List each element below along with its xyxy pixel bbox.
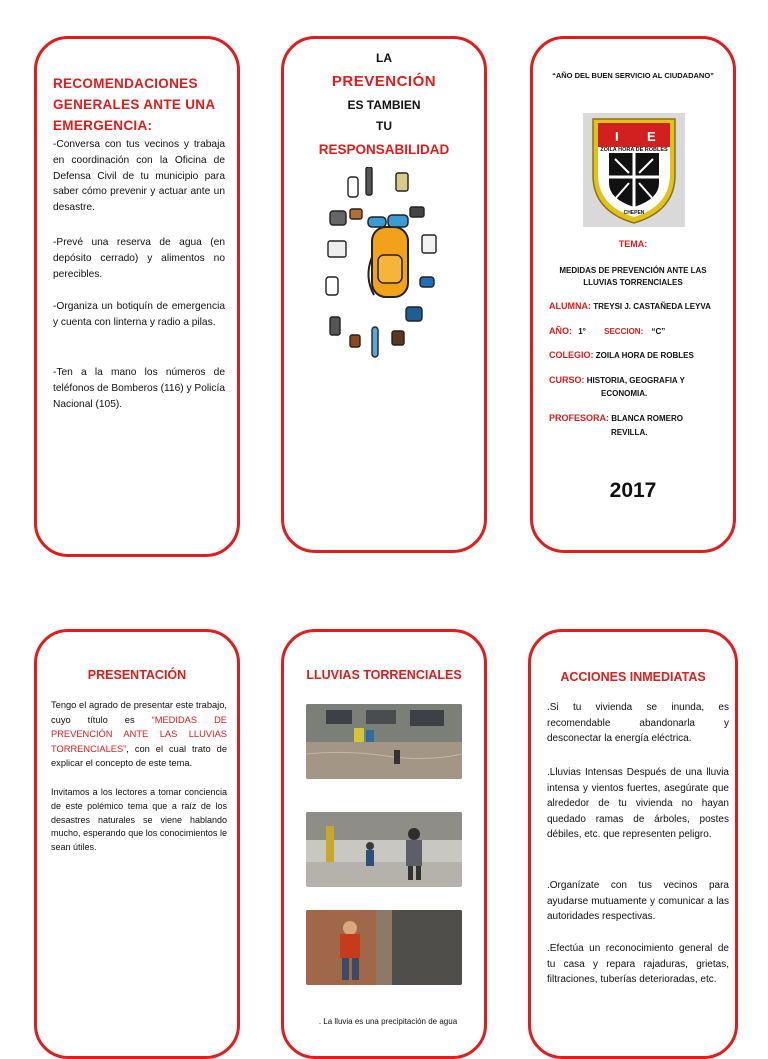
curso-value-cont: ECONOMIA. (601, 389, 648, 398)
profesora-row (549, 413, 683, 423)
emergency-kit-backpack-icon (324, 167, 444, 367)
alumna-label: ALUMNA: (549, 301, 591, 311)
anio-row (549, 326, 665, 336)
recommendations-heading: RECOMENDACIONES GENERALES ANTE UNA EMERGENCIA: (53, 76, 215, 133)
cover-prevention-panel (281, 36, 487, 553)
action-paragraph: .Si tu vivienda se inunda, es recomendable abandonarla y desconectar la energía eléctrica. (547, 702, 729, 745)
cover-info-panel (530, 36, 736, 553)
torrential-rain-panel (281, 629, 487, 1059)
flooded-street-photo (306, 704, 462, 779)
torrential-rain-heading: LLUVIAS TORRENCIALES (306, 668, 462, 682)
immediate-actions-heading: ACCIONES INMEDIATAS (560, 670, 706, 684)
recommendations-panel (34, 36, 240, 557)
school-crest-logo (583, 113, 685, 227)
profesora-value-cont: REVILLA. (611, 428, 648, 437)
cover-line-tu: TU (376, 119, 392, 133)
tema-value: MEDIDAS DE PREVENCIÓN ANTE LAS LLUVIAS TORRENCIALES (559, 266, 707, 287)
alumna-value: TREYSI J. CASTAÑEDA LEYVA (593, 302, 711, 311)
seccion-label: SECCION: (604, 327, 644, 336)
seccion-value: “C” (651, 327, 666, 336)
tema-label: TEMA: (618, 239, 648, 249)
presentation-paragraph-2: Invitamos a los lectores a tomar conciencia de este polémico tema que a raíz de los desastres naturales se viene hablando mucho, esperando que los conocimientos le sean útiles. (51, 787, 227, 853)
year-label: 2017 (609, 479, 657, 502)
svg-text:I: I (615, 129, 619, 144)
presentation-heading: PRESENTACIÓN (87, 668, 187, 682)
people-walking-rain-photo (306, 812, 462, 887)
presentation-paragraph-1: Tengo el agrado de presentar este trabajo, cuyo título es “MEDIDAS DE PREVENCIÓN ANTE LAS LLUVIAS TORRENCIALES”, con el cual trato de explicar el concepto de este tema. (51, 700, 227, 768)
anio-value: 1° (578, 327, 586, 336)
profesora-value: BLANCA ROMERO (611, 414, 683, 423)
colegio-row (549, 350, 694, 360)
colegio-label: COLEGIO: (549, 350, 594, 360)
curso-row (549, 375, 685, 385)
recommendation-paragraph: -Organiza un botiquín de emergencia y cuenta con linterna y radio a pilas. (53, 301, 225, 328)
recommendation-paragraph: -Ten a la mano los números de teléfonos de Bomberos (116) y Policía Nacional (105). (53, 367, 225, 410)
presentation-panel (34, 629, 240, 1059)
colegio-value: ZOILA HORA DE ROBLES (595, 351, 694, 360)
profesora-label: PROFESORA: (549, 413, 610, 423)
svg-text:E: E (647, 129, 656, 144)
cover-line-la: LA (376, 51, 392, 65)
curso-label: CURSO: (549, 375, 585, 385)
anio-label: AÑO: (549, 326, 572, 336)
cover-line-es-tambien: ES TAMBIEN (347, 98, 421, 112)
action-paragraph: .Lluvias Intensas Después de una lluvia intensa y vientos fuertes, asegúrate que alrededor de tu vivienda no hayan quedado ramas de árboles, postes débiles, etc. que representen peligro. (547, 767, 729, 841)
svg-text:CHEPEN: CHEPEN (623, 210, 645, 216)
year-motto: “AÑO DEL BUEN SERVICIO AL CIUDADANO” (552, 71, 714, 80)
immediate-actions-panel (528, 629, 738, 1059)
rain-caption: . La lluvia es una precipitación de agua (318, 1017, 458, 1026)
alumna-row (549, 301, 711, 311)
recommendation-paragraph: -Prevé una reserva de agua (en depósito cerrado) y alimentos no perecibles. (53, 237, 225, 280)
action-paragraph: .Efectúa un reconocimiento general de tu casa y repara rajaduras, grietas, filtraciones, tuberías deterioradas, etc. (547, 943, 729, 986)
recommendation-paragraph: -Conversa con tus vecinos y trabaja en coordinación con la Oficina de Defensa Civil de tu municipio para saber cómo prevenir y actuar ante un desastre. (53, 139, 225, 214)
cover-line-prevencion: PREVENCIÓN (331, 73, 437, 90)
curso-value: HISTORIA, GEOGRAFIA Y (586, 376, 685, 385)
cover-line-responsabilidad: RESPONSABILIDAD (318, 142, 450, 157)
svg-text:ZOILA HORA DE ROBLES: ZOILA HORA DE ROBLES (600, 147, 668, 153)
man-in-rain-photo (306, 910, 462, 985)
action-paragraph: .Organízate con tus vecinos para ayudarse mutuamente y comunicar a las autoridades respectivas. (547, 880, 729, 923)
